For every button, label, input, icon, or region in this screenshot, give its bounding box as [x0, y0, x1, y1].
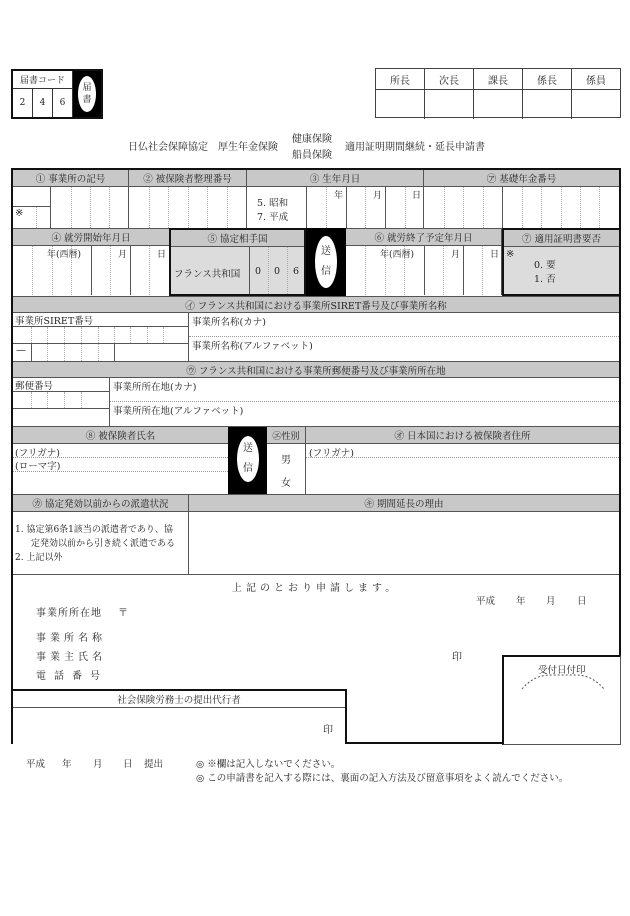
approval-header-director: 所長 [376, 69, 425, 89]
title-pension: 厚生年金保険 [218, 142, 278, 153]
approval-header-section-chief: 課長 [474, 69, 523, 89]
approval-stamp-cell[interactable] [572, 90, 620, 119]
approval-stamp-cell[interactable] [376, 90, 425, 119]
form-code-digit: 2 [13, 89, 33, 117]
siret-number-input[interactable] [13, 327, 189, 344]
approval-header-staff: 係員 [586, 75, 606, 87]
work-start-input[interactable] [13, 246, 169, 295]
insured-number-input[interactable] [129, 187, 247, 228]
birthdate-header: ③ 生年月日 [247, 170, 424, 187]
footer-submitted: 提出 [144, 759, 164, 770]
office-name-alpha-label: 事業所名称(アルファベット) [192, 341, 313, 352]
transmit-char-1: 送 [321, 246, 331, 257]
approval-header-chief: 係長 [523, 69, 572, 89]
country-code-digit: 0 [274, 266, 281, 277]
receipt-stamp-label: 受付日付印 [538, 665, 586, 676]
insured-name-field[interactable] [13, 444, 228, 494]
siret-suffix-input[interactable] [13, 344, 189, 361]
form-code-label: 届書コード [13, 71, 73, 89]
transmit-char-2: 信 [321, 266, 331, 277]
partner-country-header: ⑤ 協定相手国 [171, 230, 304, 247]
gender-female-option: 女 [281, 478, 291, 489]
office-address-kana-label: 事業所所在地(カナ) [113, 382, 197, 393]
insured-number-header: ② 被保険者整理番号 [129, 170, 247, 187]
era-showa-option: 5. 昭和 [257, 198, 289, 209]
gender-select[interactable] [267, 444, 306, 494]
office-code-header: ① 事業所の記号 [13, 170, 129, 187]
extension-reason-input[interactable] [189, 512, 619, 574]
footer-note-1: ◎ ※欄は記入しないでください。 [196, 759, 341, 770]
title-seamen-insurance: 船員保険 [292, 150, 332, 161]
owner-seal-mark: 印 [452, 652, 462, 663]
declaration-statement: 上記のとおり申請します。 [232, 583, 400, 594]
kome-mark: ※ [15, 208, 24, 219]
approval-stamp-cell[interactable] [474, 90, 523, 119]
pension-number-part2[interactable] [503, 187, 619, 228]
work-end-month-label: 月 [451, 250, 461, 260]
footer-era: 平成 [26, 759, 46, 770]
work-start-year-label: 年(西暦) [47, 250, 82, 260]
form-code-digit: 6 [53, 89, 73, 117]
footer-month: 月 [93, 759, 103, 770]
furigana-label: (フリガナ) [15, 448, 60, 459]
page-title: 適用証明期間継続・延長申請書 [345, 142, 485, 153]
todoke-char-2: 書 [82, 95, 92, 105]
transmit-block [228, 427, 267, 494]
insured-name-header: ⑧ 被保険者氏名 [13, 427, 228, 444]
partner-country-name: フランス共和国 [174, 269, 241, 280]
pension-number-part1[interactable] [424, 187, 503, 228]
agent-header: 社会保険労務士の提出代行者 [13, 691, 345, 708]
dispatch-status-options[interactable] [13, 512, 189, 574]
postal-mark: 〒 [118, 608, 128, 619]
work-end-day-label: 日 [490, 250, 500, 260]
jp-address-field[interactable] [306, 444, 619, 494]
birth-era-select[interactable] [247, 187, 307, 228]
office-name-label: 事業所名称 [36, 633, 106, 644]
birthdate-input[interactable] [307, 187, 424, 228]
office-address-kana-field[interactable] [110, 378, 619, 402]
siret-label: 事業所SIRET番号 [13, 313, 189, 327]
gender-header: ㋓性別 [267, 427, 306, 444]
transmit-char-2: 信 [243, 463, 253, 474]
office-code-kome-field [13, 187, 51, 228]
office-address-alpha-label: 事業所所在地(アルファベット) [113, 406, 244, 417]
office-name-alpha-field[interactable] [189, 337, 619, 361]
approval-table [375, 68, 621, 118]
dispatch-status-header: ㋕ 協定発効以前からの派遣状況 [13, 495, 189, 512]
fr-address-section-header: ㋒ フランス共和国における事業所郵便番号及び事業所所在地 [13, 361, 619, 378]
postal-code-extra[interactable] [13, 409, 110, 426]
dispatch-option-2: 2. 上記以外 [15, 553, 63, 563]
approval-header-deputy: 次長 [425, 69, 474, 89]
agent-seal-mark: 印 [323, 725, 333, 736]
transmit-char-1: 送 [243, 443, 253, 454]
postal-code-label: 郵便番号 [13, 378, 110, 392]
todoke-block [73, 71, 101, 117]
approval-stamp-cell[interactable] [425, 90, 474, 119]
form-code-box [11, 69, 103, 119]
gender-male-option: 男 [281, 455, 291, 466]
office-name-kana-field[interactable] [189, 313, 619, 337]
extension-reason-header: ㋖ 期間延長の理由 [189, 495, 619, 512]
birth-year-label: 年 [334, 191, 344, 201]
office-name-kana-label: 事業所名称(カナ) [192, 317, 266, 328]
office-address-label: 事業所所在地 [36, 608, 102, 619]
footer-day: 日 [123, 759, 133, 770]
work-start-header: ④ 就労開始年月日 [13, 229, 169, 246]
todoke-char-1: 届 [82, 83, 92, 93]
transmit-block [306, 228, 346, 296]
birth-month-label: 月 [373, 191, 383, 201]
title-health-insurance: 健康保険 [292, 134, 332, 145]
certificate-required-box[interactable] [502, 228, 621, 296]
work-start-day-label: 日 [157, 250, 167, 260]
certificate-required-header: ⑦ 適用証明書要否 [504, 230, 619, 247]
agent-box[interactable] [11, 689, 347, 744]
approval-stamp-cell[interactable] [523, 90, 572, 119]
address-furigana-label: (フリガナ) [309, 448, 354, 459]
kome-mark: ※ [506, 249, 515, 260]
postal-code-input[interactable] [13, 392, 110, 409]
jp-address-header: ㋔ 日本国における被保険者住所 [306, 427, 619, 444]
dispatch-option-1-line2: 定発効以前から引き続く派遣である [31, 539, 176, 549]
certificate-option-required: 0. 要 [534, 260, 556, 271]
declaration-era: 平成 [476, 596, 496, 607]
country-code-digit: 6 [293, 266, 300, 277]
work-end-header: ⑥ 就労終了予定年月日 [346, 229, 502, 246]
title-agreement: 日仏社会保障協定 [128, 142, 208, 153]
dash-separator: — [16, 345, 26, 356]
siret-section-header: ㋑ フランス共和国における事業所SIRET番号及び事業所名称 [13, 296, 619, 313]
country-code-digit: 0 [255, 266, 262, 277]
owner-name-label: 事業主氏名 [36, 652, 106, 663]
partner-country-box [169, 228, 306, 296]
certificate-option-not-required: 1. 否 [534, 274, 556, 285]
era-heisei-option: 7. 平成 [257, 212, 289, 223]
declaration-month: 月 [546, 596, 556, 607]
receipt-stamp-box [502, 655, 621, 745]
dispatch-option-1-line1: 1. 協定第6条1該当の派遣者であり、協 [15, 525, 173, 535]
work-end-year-label: 年(西暦) [380, 250, 415, 260]
declaration-year: 年 [516, 596, 526, 607]
romaji-label: (ローマ字) [15, 461, 61, 472]
footer-year: 年 [62, 759, 72, 770]
work-start-month-label: 月 [118, 250, 128, 260]
work-end-input[interactable] [346, 246, 502, 295]
phone-label: 電話番号 [36, 671, 108, 682]
footer-note-2: ◎ この申請書を記入する際には、裏面の記入方法及び留意事項をよく読んでください。 [196, 773, 569, 784]
basic-pension-number-header: ㋐ 基礎年金番号 [424, 170, 619, 187]
stamp-arc-icon [520, 671, 606, 691]
declaration-day: 日 [577, 596, 587, 607]
office-code-input[interactable] [51, 187, 129, 228]
office-address-alpha-field[interactable] [110, 402, 619, 426]
birth-day-label: 日 [412, 191, 422, 201]
form-code-digit: 4 [33, 89, 53, 117]
